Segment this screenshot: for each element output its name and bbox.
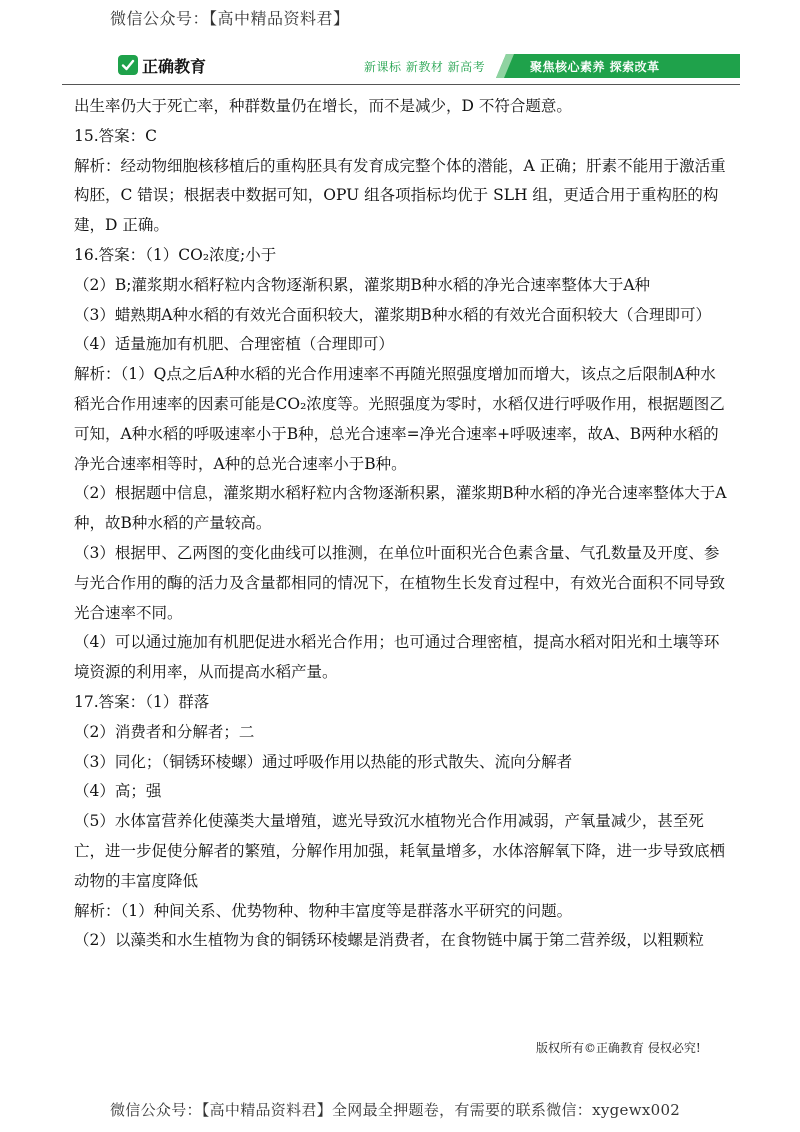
paragraph: （3）同化；（铜锈环棱螺）通过呼吸作用以热能的形式散失、流向分解者 <box>74 752 573 771</box>
bottom-watermark: 微信公众号：【高中精品资料君】全网最全押题卷，有需要的联系微信：xygewx002 <box>110 1101 681 1119</box>
question-15-analysis: 解析：经动物细胞核移植后的重构胚具有发育成完整个体的潜能，A 正确；肝素不能用于激活重构胚，C 错误；根据表中数据可知，OPU 组各项指标均优于 SLH 组，更适合用于重构胚的构建，D 正确。 <box>74 156 726 235</box>
paragraph: （4）可以通过施加有机肥促进水稻光合作用；也可通过合理密植，提高水稻对阳光和土壤等环境资源的利用率，从而提高水稻产量。 <box>74 633 720 682</box>
paragraph: （3）根据甲、乙两图的变化曲线可以推测，在单位叶面积光合色素含量、气孔数量及开度、参与光合作用的酶的活力及含量都相同的情况下，在植物生长发育过程中，有效光合面积不同导致光合速率不同。 <box>74 543 726 622</box>
paragraph: （2）根据题中信息，灌浆期水稻籽粒内含物逐渐积累，灌浆期B种水稻的净光合速率整体大于A种，故B种水稻的产量较高。 <box>74 484 727 533</box>
question-17-analysis: 解析：（1）种间关系、优势物种、物种丰富度等是群落水平研究的问题。 <box>74 901 573 920</box>
checkmark-icon <box>118 55 138 75</box>
header-divider <box>62 84 740 85</box>
paragraph: （4）高；强 <box>74 782 162 801</box>
paragraph: （2）消费者和分解者；二 <box>74 722 255 741</box>
header-slogan-banner <box>496 54 740 78</box>
copyright-notice: 版权所有©正确教育 侵权必究! <box>536 1041 701 1055</box>
header-slogan-right: 聚焦核心素养 探索改革 <box>530 60 660 74</box>
header-slogan-left: 新课标 新教材 新高考 <box>364 60 486 74</box>
question-17-answer: 17.答案：（1）群落 <box>74 692 210 711</box>
question-16-answer: 16.答案：（1）CO₂浓度;小于 <box>74 245 277 264</box>
paragraph: （2）B;灌浆期水稻籽粒内含物逐渐积累，灌浆期B种水稻的净光合速率整体大于A种 <box>74 275 651 294</box>
top-watermark: 微信公众号：【高中精品资料君】 <box>110 9 350 28</box>
paragraph: （3）蜡熟期A种水稻的有效光合面积较大，灌浆期B种水稻的有效光合面积较大（合理即可） <box>74 305 711 324</box>
brand-logo <box>118 52 206 78</box>
paragraph: （4）适量施加有机肥、合理密植（合理即可） <box>74 335 394 354</box>
question-15-answer: 15.答案：C <box>74 126 158 145</box>
answer-content <box>74 92 729 956</box>
paragraph: （2）以藻类和水生植物为食的铜锈环棱螺是消费者，在食物链中属于第二营养级，以粗颗粒 <box>74 931 704 950</box>
paragraph: （5）水体富营养化使藻类大量增殖，遮光导致沉水植物光合作用减弱，产氧量减少，甚至死亡，进一步促使分解者的繁殖，分解作用加强，耗氧量增多，水体溶解氧下降，进一步导致底栖动物的丰富度降低 <box>74 812 726 890</box>
question-16-analysis: 解析：（1）Q点之后A种水稻的光合作用速率不再随光照强度增加而增大，该点之后限制A种水稻光合作用速率的因素可能是CO₂浓度等。光照强度为零时，水稻仅进行呼吸作用，根据题图乙可知，A种水稻的呼吸速率小于B种，总光合速率=净光合速率+呼吸速率，故A、B两种水稻的净光合速率相等时，A种的总光合速率小于B种。 <box>74 365 725 473</box>
page-header <box>62 48 740 84</box>
brand-name: 正确教育 <box>142 56 207 76</box>
paragraph: 出生率仍大于死亡率，种群数量仍在增长，而不是减少，D 不符合题意。 <box>74 97 572 115</box>
